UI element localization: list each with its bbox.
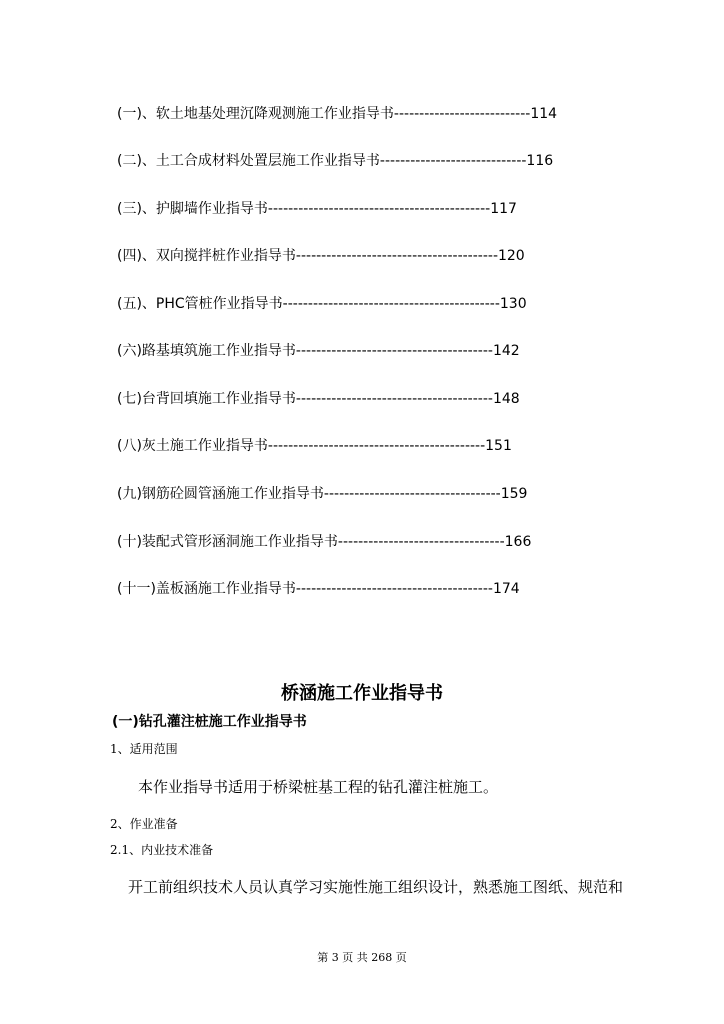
- toc-entry[interactable]: (四)、双向搅拌桩作业指导书----------------------------------------120: [117, 248, 525, 264]
- toc-entry[interactable]: (七)台背回填施工作业指导书---------------------------------------148: [117, 391, 520, 407]
- subitem-heading: 2.1、内业技术准备: [110, 843, 214, 857]
- toc-entry[interactable]: (十)装配式管形涵洞施工作业指导书---------------------------------166: [117, 534, 532, 550]
- toc-entry[interactable]: (十一)盖板涵施工作业指导书---------------------------------------174: [117, 581, 520, 597]
- document-title: 桥涵施工作业指导书: [281, 683, 443, 704]
- body-paragraph: 本作业指导书适用于桥梁桩基工程的钻孔灌注桩施工。: [138, 778, 499, 796]
- toc-entry[interactable]: (二)、土工合成材料处置层施工作业指导书-----------------------------116: [117, 153, 554, 169]
- item-heading: 2、作业准备: [110, 817, 178, 831]
- toc-entry[interactable]: (八)灰土施工作业指导书-------------------------------------------151: [117, 438, 512, 454]
- toc-entry[interactable]: (三)、护脚墙作业指导书--------------------------------------------117: [117, 201, 517, 217]
- body-paragraph: 开工前组织技术人员认真学习实施性施工组织设计，熟悉施工图纸、规范和: [128, 878, 624, 896]
- toc-entry[interactable]: (五)、PHC管桩作业指导书-------------------------------------------130: [117, 296, 527, 312]
- section-heading: (一)钻孔灌注桩施工作业指导书: [112, 714, 307, 730]
- toc-entry[interactable]: (九)钢筋砼圆管涵施工作业指导书-----------------------------------159: [117, 486, 528, 502]
- page-footer: 第 3 页 共 268 页: [317, 951, 407, 964]
- item-heading: 1、适用范围: [110, 742, 178, 756]
- toc-entry[interactable]: (一)、软土地基处理沉降观测施工作业指导书---------------------------114: [117, 106, 558, 122]
- toc-entry[interactable]: (六)路基填筑施工作业指导书---------------------------------------142: [117, 343, 520, 359]
